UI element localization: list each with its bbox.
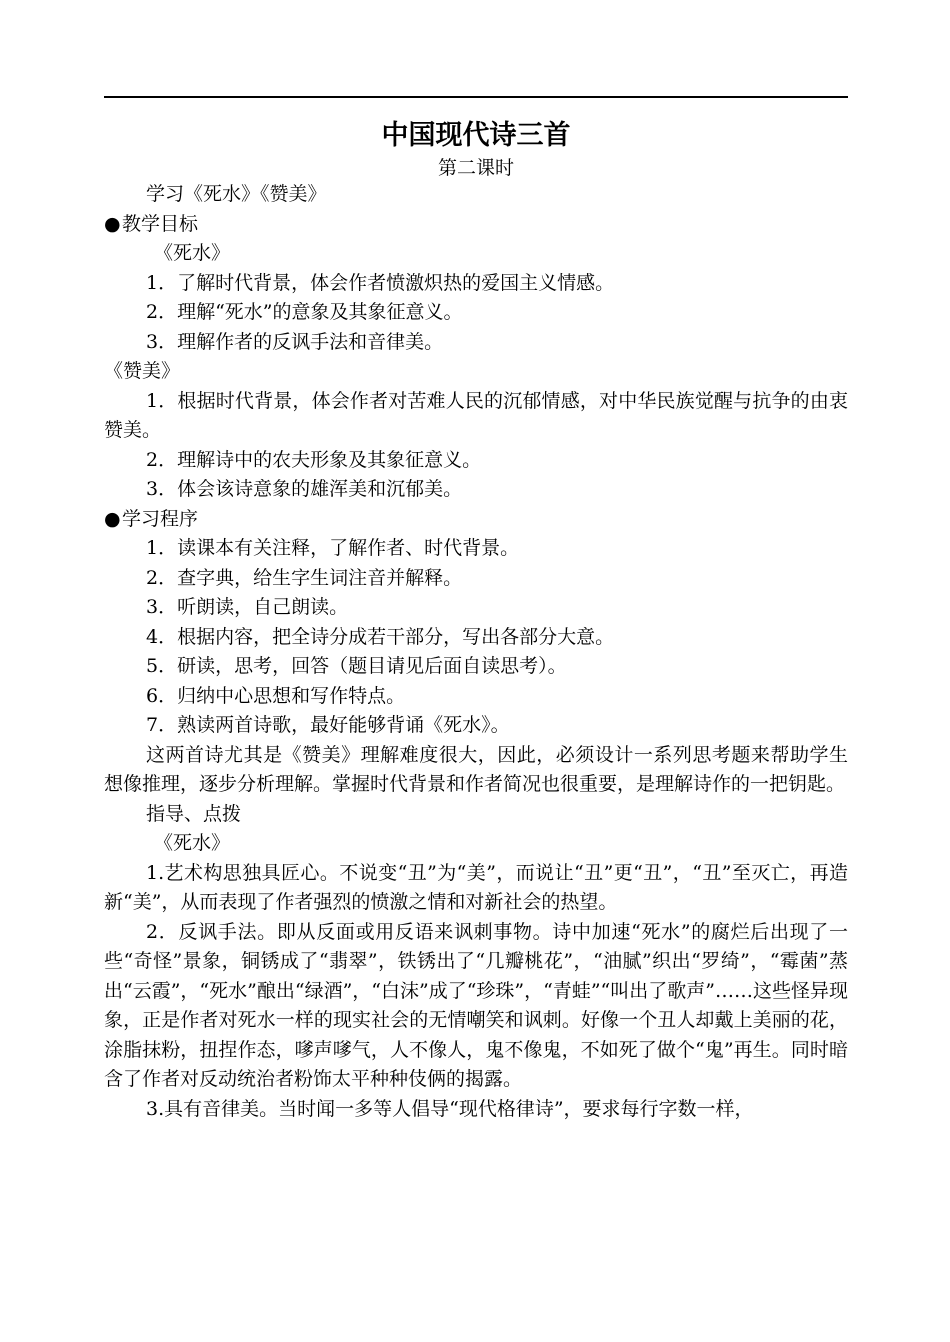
procedure-item: 6．归纳中心思想和写作特点。 (146, 684, 406, 707)
goals-sishui-title: 《死水》 (154, 242, 231, 264)
guidance-paragraph: 3.具有音律美。当时闻一多等人倡导“现代格律诗”，要求每行字数一样， (146, 1097, 754, 1120)
goals-zanmei-item: 2．理解诗中的农夫形象及其象征意义。 (146, 448, 482, 471)
goals-zanmei-title: 《赞美》 (104, 360, 181, 382)
procedure-item: 3．听朗读，自己朗读。 (146, 596, 349, 618)
guidance-sishui-title: 《死水》 (154, 832, 231, 854)
goals-zanmei-item: 3．体会该诗意象的雄浑美和沉郁美。 (146, 478, 463, 500)
goals-sishui-item: 2．理解“死水”的意象及其象征意义。 (146, 301, 463, 323)
procedure-note: 这两首诗尤其是《赞美》理解难度很大，因此，必须设计一系列思考题来帮助学生想像推理，逐步分析理解。掌握时代背景和作者简况也很重要，是理解诗作的一把钥匙。 (104, 743, 848, 795)
goals-sishui-item: 3．理解作者的反讽手法和音律美。 (146, 330, 444, 353)
page-subtitle: 第二课时 (437, 157, 514, 179)
document-body (104, 116, 848, 1124)
bullet-icon: ● (104, 507, 121, 530)
goals-zanmei-item: 1．根据时代背景，体会作者对苦难人民的沉郁情感，对中华民族觉醒与抗争的由衷赞美。 (104, 389, 848, 441)
procedure-heading (104, 505, 848, 535)
page-title: 中国现代诗三首 (381, 120, 571, 151)
intro-line: 学习《死水》《赞美》 (146, 183, 327, 205)
procedure-item: 2．查字典，给生字生词注音并解释。 (146, 566, 463, 589)
guidance-paragraph: 1.艺术构思独具匠心。不说变“丑”为“美”，而说让“丑”更“丑”，“丑”至灭亡，再造新“美”，从而表现了作者强烈的愤激之情和对新社会的热望。 (104, 861, 848, 913)
bullet-icon: ● (104, 212, 121, 235)
header-rule (104, 96, 848, 98)
guidance-heading: 指导、点拨 (146, 802, 242, 825)
goals-heading (104, 210, 848, 240)
procedure-item: 7．熟读两首诗歌，最好能够背诵《死水》。 (146, 714, 510, 736)
goals-heading-text: 教学目标 (122, 212, 199, 235)
guidance-paragraph: 2．反讽手法。即从反面或用反语来讽刺事物。诗中加速“死水”的腐烂后出现了一些“奇怪”景象，铜锈成了“翡翠”，铁锈出了“几瓣桃花”，“油腻”织出“罗绮”，“霉菌”蒸出“云霞”，“死水”酿出“绿酒”，“白沫”成了“珍珠”，“青蛙”“叫出了歌声”……这些怪异现象，正是作者对死水一样的现实社会的无情嘲笑和讽刺。好像一个丑人却戴上美丽的花，涂脂抹粉，扭捏作态，嗲声嗲气，人不像人，鬼不像鬼，不如死了做个“鬼”再生。同时暗含了作者对反动统治者粉饰太平种种伎俩的揭露。 (104, 920, 848, 1090)
procedure-item: 1．读课本有关注释，了解作者、时代背景。 (146, 537, 520, 559)
procedure-item: 5．研读，思考，回答（题目请见后面自读思考）。 (146, 655, 567, 677)
procedure-heading-text: 学习程序 (122, 507, 199, 530)
procedure-item: 4．根据内容，把全诗分成若干部分，写出各部分大意。 (146, 625, 615, 648)
goals-sishui-item: 1．了解时代背景，体会作者愤激炽热的爱国主义情感。 (146, 271, 615, 294)
